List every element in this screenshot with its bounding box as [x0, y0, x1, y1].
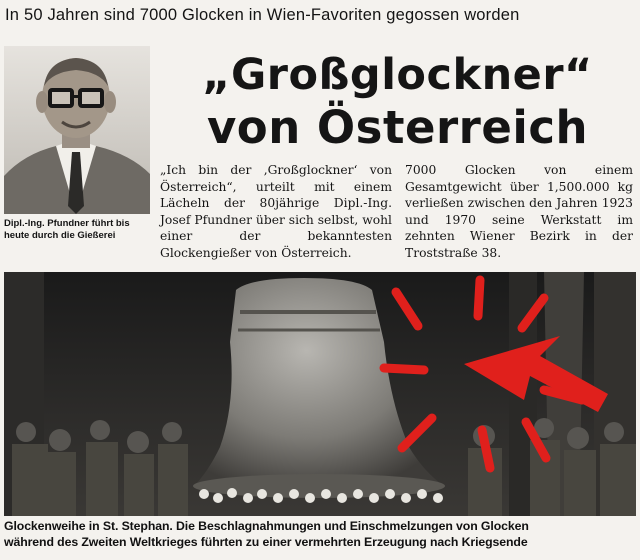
main-headline: [160, 50, 635, 156]
portrait-caption: Dipl.-Ing. Pfundner führt bis heute durch die Gießerei: [4, 218, 130, 241]
headline-line-2: von Österreich: [206, 101, 589, 154]
bell-photo: [4, 272, 636, 516]
portrait-photo: [4, 46, 150, 214]
photo-caption-line-1: Glockenweihe in St. Stephan. Die Beschlagnahmungen und Einschmelzungen von Glocken: [4, 519, 529, 533]
portrait-image: [4, 46, 150, 214]
article-column-2: 7000 Glocken von einem Gesamtgewicht über 1,500.000 kg verließen zwischen den Jahren 1923 und 1970 seine Werkstatt im zehnten Wiener Bezirk in der Troststraße 38.: [405, 163, 633, 260]
kicker-headline: In 50 Jahren sind 7000 Glocken in Wien-Favoriten gegossen worden: [5, 6, 520, 24]
article-column-1: „Ich bin der ‚Großglockner‘ von Österreich“, urteilt mit einem Lächeln der 80jährige Dipl.-Ing. Josef Pfundner über sich selbst, wohl einer der bekanntesten Glockengießer von Österreich.: [160, 163, 392, 260]
photo-caption: [4, 518, 638, 550]
photo-caption-line-2: während des Zweiten Weltkrieges führten zu einer vermehrten Erzeugung nach Kriegsende: [4, 535, 528, 549]
bell-consecration-image: [4, 272, 636, 516]
headline-line-1: „Großglockner“: [202, 50, 593, 100]
